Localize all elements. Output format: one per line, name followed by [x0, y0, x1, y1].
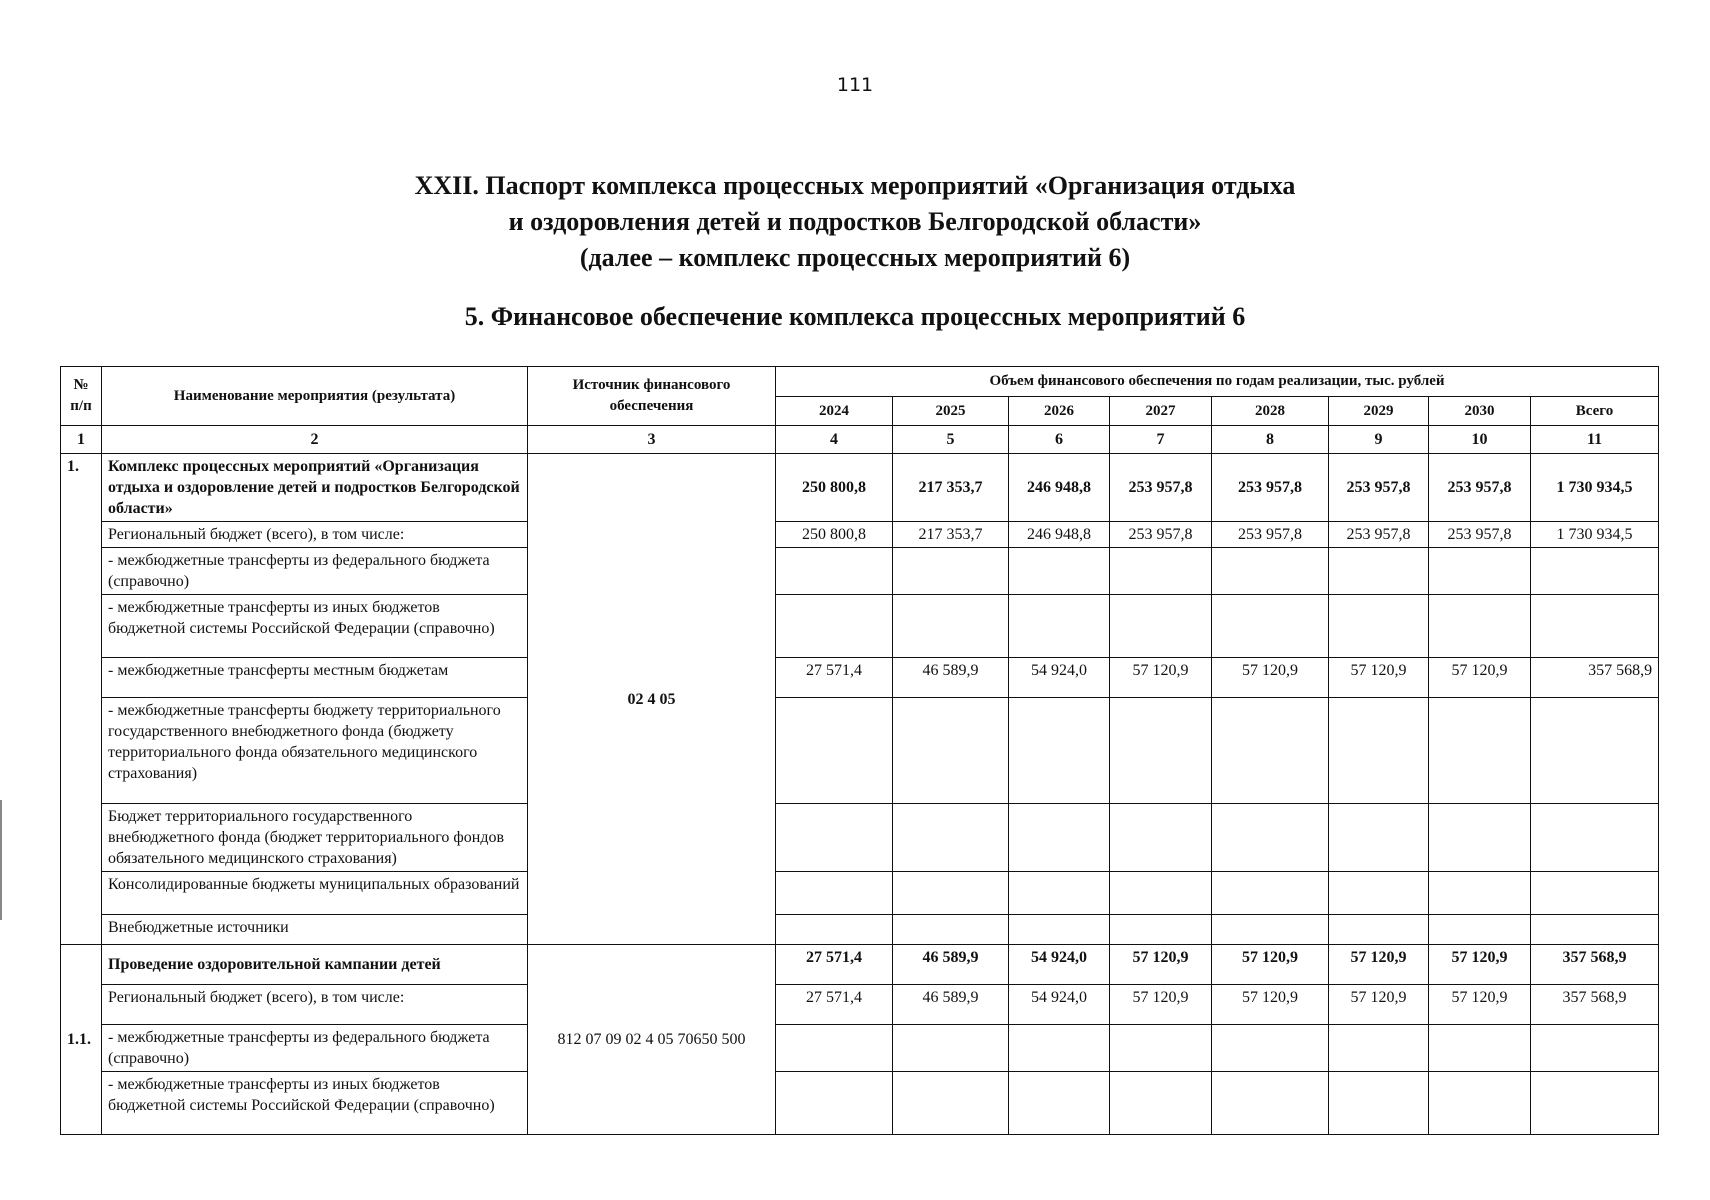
value-cell: 253 957,8	[1212, 454, 1329, 522]
title-line-2: и оздоровления детей и подростков Белгородской области»	[508, 207, 1202, 236]
header-name: Наименование мероприятия (результата)	[102, 367, 528, 426]
row-name: - межбюджетные трансферты из федерального бюджета (справочно)	[102, 1025, 528, 1072]
row-name: Проведение оздоровительной кампании детей	[102, 945, 528, 985]
header-year: 2024	[776, 397, 893, 426]
value-cell	[893, 595, 1009, 658]
value-cell	[1110, 548, 1212, 595]
column-number: 5	[893, 426, 1009, 454]
value-cell: 357 568,9	[1531, 658, 1659, 698]
value-cell: 57 120,9	[1329, 985, 1429, 1025]
value-cell: 27 571,4	[776, 945, 893, 985]
value-cell	[1429, 1072, 1531, 1135]
value-cell	[1212, 548, 1329, 595]
value-cell	[893, 698, 1009, 804]
column-number: 1	[61, 426, 102, 454]
value-cell	[1429, 804, 1531, 872]
row-number: 1.1.	[61, 945, 102, 1135]
title-line-1: XXII. Паспорт комплекса процессных мероприятий «Организация отдыха	[414, 171, 1296, 200]
table-row	[61, 872, 1659, 915]
value-cell	[1531, 915, 1659, 945]
value-cell: 357 568,9	[1531, 985, 1659, 1025]
value-cell: 57 120,9	[1212, 945, 1329, 985]
value-cell	[1429, 872, 1531, 915]
table-row	[61, 915, 1659, 945]
column-number: 7	[1110, 426, 1212, 454]
row-name: Комплекс процессных мероприятий «Организация отдыха и оздоровление детей и подростков Белгородской области»	[102, 454, 528, 522]
value-cell	[1531, 804, 1659, 872]
financing-table	[60, 366, 1659, 1135]
value-cell	[1329, 595, 1429, 658]
value-cell	[1110, 1025, 1212, 1072]
column-number: 3	[528, 426, 776, 454]
table-row	[61, 658, 1659, 698]
value-cell	[776, 595, 893, 658]
value-cell	[1009, 698, 1110, 804]
header-year: 2025	[893, 397, 1009, 426]
value-cell	[1212, 1072, 1329, 1135]
value-cell: 246 948,8	[1009, 454, 1110, 522]
value-cell: 46 589,9	[893, 945, 1009, 985]
column-number: 8	[1212, 426, 1329, 454]
value-cell	[1009, 548, 1110, 595]
value-cell	[1429, 595, 1531, 658]
table-row	[61, 698, 1659, 804]
value-cell	[776, 698, 893, 804]
value-cell	[1110, 1072, 1212, 1135]
value-cell	[1329, 548, 1429, 595]
value-cell: 253 957,8	[1110, 522, 1212, 548]
header-num: № п/п	[61, 367, 102, 426]
value-cell	[1429, 1025, 1531, 1072]
value-cell: 57 120,9	[1429, 658, 1531, 698]
value-cell	[1212, 804, 1329, 872]
row-name: - межбюджетные трансферты из иных бюджетов бюджетной системы Российской Федерации (справочно)	[102, 1072, 528, 1135]
value-cell	[1009, 595, 1110, 658]
value-cell: 57 120,9	[1329, 658, 1429, 698]
header-year: 2029	[1329, 397, 1429, 426]
value-cell: 54 924,0	[1009, 658, 1110, 698]
document-title	[0, 168, 1710, 276]
table-row	[61, 804, 1659, 872]
value-cell: 46 589,9	[893, 658, 1009, 698]
value-cell	[1110, 804, 1212, 872]
value-cell: 253 957,8	[1212, 522, 1329, 548]
header-year: 2028	[1212, 397, 1329, 426]
table-row	[61, 595, 1659, 658]
value-cell	[1531, 548, 1659, 595]
value-cell	[776, 548, 893, 595]
row-name: - межбюджетные трансферты бюджету территориального государственного внебюджетного фонда (бюджету территориального фонда обязательного медицинского страхования)	[102, 698, 528, 804]
value-cell: 54 924,0	[1009, 945, 1110, 985]
row-name: Региональный бюджет (всего), в том числе:	[102, 522, 528, 548]
table-row	[61, 1025, 1659, 1072]
table-row	[61, 1072, 1659, 1135]
header-year: 2030	[1429, 397, 1531, 426]
value-cell	[776, 804, 893, 872]
value-cell	[893, 804, 1009, 872]
value-cell: 217 353,7	[893, 522, 1009, 548]
row-name: - межбюджетные трансферты из иных бюджетов бюджетной системы Российской Федерации (справочно)	[102, 595, 528, 658]
value-cell	[1329, 872, 1429, 915]
column-number: 11	[1531, 426, 1659, 454]
value-cell	[893, 872, 1009, 915]
value-cell	[1110, 595, 1212, 658]
column-number: 6	[1009, 426, 1110, 454]
row-name: Внебюджетные источники	[102, 915, 528, 945]
header-volume: Объем финансового обеспечения по годам реализации, тыс. рублей	[776, 367, 1659, 397]
column-number: 9	[1329, 426, 1429, 454]
value-cell	[776, 1025, 893, 1072]
value-cell: 253 957,8	[1429, 522, 1531, 548]
value-cell: 57 120,9	[1429, 985, 1531, 1025]
value-cell	[1009, 1025, 1110, 1072]
value-cell	[1110, 698, 1212, 804]
scan-edge-mark	[0, 800, 2, 920]
value-cell	[1212, 595, 1329, 658]
value-cell	[1329, 804, 1429, 872]
value-cell	[1009, 804, 1110, 872]
value-cell: 57 120,9	[1212, 985, 1329, 1025]
value-cell	[1531, 1025, 1659, 1072]
row-number: 1.	[61, 454, 102, 945]
value-cell: 1 730 934,5	[1531, 454, 1659, 522]
value-cell: 27 571,4	[776, 658, 893, 698]
value-cell	[1329, 698, 1429, 804]
value-cell: 1 730 934,5	[1531, 522, 1659, 548]
value-cell: 54 924,0	[1009, 985, 1110, 1025]
value-cell: 217 353,7	[893, 454, 1009, 522]
column-number: 2	[102, 426, 528, 454]
value-cell	[1212, 915, 1329, 945]
value-cell: 253 957,8	[1110, 454, 1212, 522]
value-cell	[1429, 915, 1531, 945]
value-cell	[1009, 872, 1110, 915]
value-cell: 253 957,8	[1429, 454, 1531, 522]
value-cell	[1009, 915, 1110, 945]
value-cell: 250 800,8	[776, 454, 893, 522]
value-cell	[1429, 698, 1531, 804]
value-cell	[1429, 548, 1531, 595]
row-name: - межбюджетные трансферты из федерального бюджета (справочно)	[102, 548, 528, 595]
value-cell: 253 957,8	[1329, 522, 1429, 548]
value-cell	[893, 1025, 1009, 1072]
page-number: 111	[836, 74, 874, 96]
value-cell: 250 800,8	[776, 522, 893, 548]
value-cell	[776, 915, 893, 945]
table-row	[61, 985, 1659, 1025]
table-row	[61, 945, 1659, 985]
funding-source: 02 4 05	[528, 454, 776, 945]
title-line-3: (далее – комплекс процессных мероприятий 6)	[579, 243, 1131, 272]
value-cell	[776, 872, 893, 915]
value-cell	[893, 1072, 1009, 1135]
value-cell	[1531, 698, 1659, 804]
header-source: Источник финансового обеспечения	[528, 367, 776, 426]
value-cell	[1531, 872, 1659, 915]
value-cell	[1531, 595, 1659, 658]
row-name: Региональный бюджет (всего), в том числе:	[102, 985, 528, 1025]
table-row	[61, 522, 1659, 548]
value-cell	[893, 548, 1009, 595]
column-number: 4	[776, 426, 893, 454]
value-cell: 57 120,9	[1110, 658, 1212, 698]
value-cell	[1110, 872, 1212, 915]
value-cell: 57 120,9	[1110, 945, 1212, 985]
value-cell	[1009, 1072, 1110, 1135]
value-cell	[1329, 915, 1429, 945]
header-year: 2026	[1009, 397, 1110, 426]
value-cell: 253 957,8	[1329, 454, 1429, 522]
funding-source: 812 07 09 02 4 05 70650 500	[528, 945, 776, 1135]
value-cell	[1329, 1072, 1429, 1135]
value-cell	[1531, 1072, 1659, 1135]
value-cell: 57 120,9	[1429, 945, 1531, 985]
value-cell: 246 948,8	[1009, 522, 1110, 548]
table-row	[61, 548, 1659, 595]
table-row	[61, 454, 1659, 522]
row-name: - межбюджетные трансферты местным бюджетам	[102, 658, 528, 698]
value-cell: 57 120,9	[1110, 985, 1212, 1025]
value-cell	[1110, 915, 1212, 945]
value-cell	[1212, 872, 1329, 915]
section-subtitle: 5. Финансовое обеспечение комплекса процессных мероприятий 6	[464, 302, 1246, 331]
row-name: Консолидированные бюджеты муниципальных образований	[102, 872, 528, 915]
value-cell: 57 120,9	[1212, 658, 1329, 698]
value-cell	[1329, 1025, 1429, 1072]
header-total: Всего	[1531, 397, 1659, 426]
column-number: 10	[1429, 426, 1531, 454]
row-name: Бюджет территориального государственного внебюджетного фонда (бюджет территориального фондов обязательного медицинского страхования)	[102, 804, 528, 872]
value-cell: 357 568,9	[1531, 945, 1659, 985]
value-cell	[776, 1072, 893, 1135]
header-year: 2027	[1110, 397, 1212, 426]
value-cell: 46 589,9	[893, 985, 1009, 1025]
value-cell: 27 571,4	[776, 985, 893, 1025]
value-cell	[1212, 1025, 1329, 1072]
value-cell: 57 120,9	[1329, 945, 1429, 985]
value-cell	[893, 915, 1009, 945]
value-cell	[1212, 698, 1329, 804]
